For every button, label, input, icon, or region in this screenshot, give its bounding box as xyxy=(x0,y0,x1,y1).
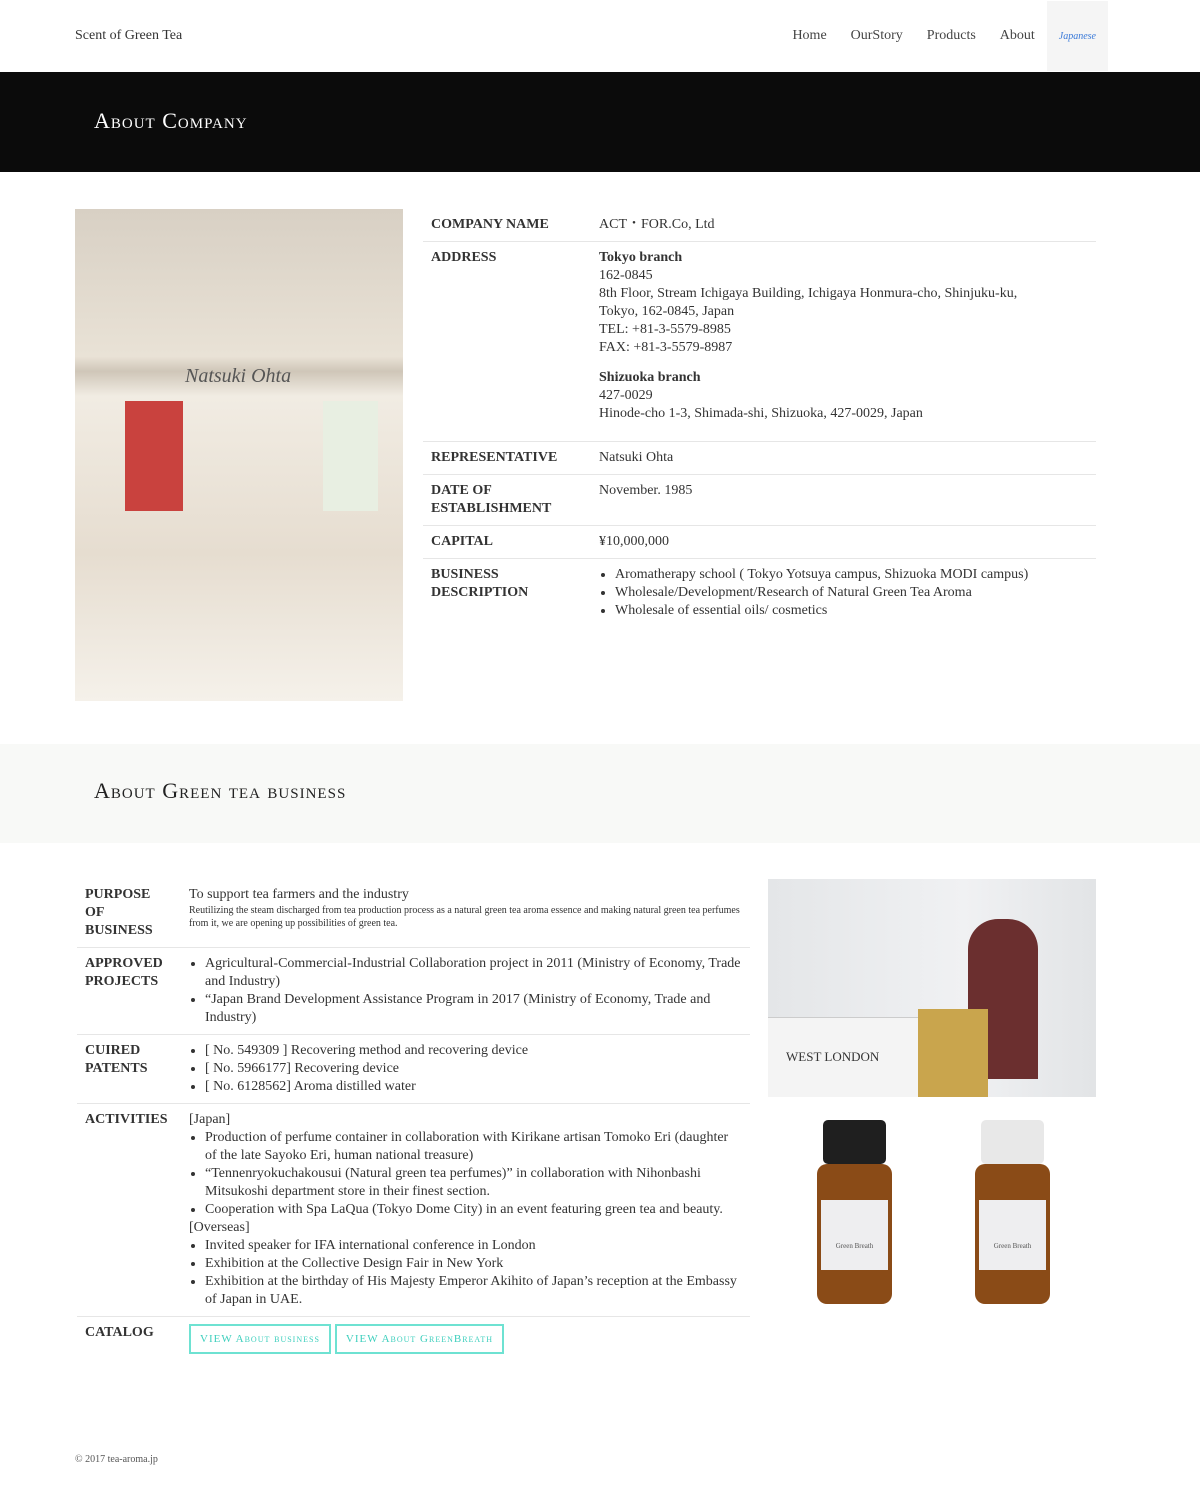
list-item: • Invited speaker for IFA international conference in London xyxy=(205,1237,742,1255)
page-title: About Company xyxy=(94,108,248,133)
table-row xyxy=(77,1317,750,1362)
list-item: • “Japan Brand Development Assistance Program in 2017 (Ministry of Economy, Trade and Industry) xyxy=(205,991,742,1027)
branch-title: Shizuoka branch xyxy=(599,370,701,385)
row-label: CUIRED PATENTS xyxy=(77,1035,181,1104)
nav-products[interactable]: Products xyxy=(926,28,976,43)
podium xyxy=(918,1009,988,1097)
site-header xyxy=(0,0,1200,72)
address-line: 8th Floor, Stream Ichigaya Building, Ichigaya Honmura-cho, Shinjuku-ku, xyxy=(599,286,1018,301)
address-line: Hinode-cho 1-3, Shimada-shi, Shizuoka, 427-0029, Japan xyxy=(599,406,923,421)
list-item: • “Tennenryokuchakousui (Natural green tea perfumes)” in collaboration with Nihonbashi Mitsukoshi department store in their finest section. xyxy=(205,1165,742,1201)
speaker-photo xyxy=(768,879,1096,1097)
row-label: CATALOG xyxy=(85,1325,154,1340)
address-line: 162-0845 xyxy=(599,268,653,283)
table-row xyxy=(423,442,1096,475)
branch-title: Tokyo branch xyxy=(599,250,683,265)
company-info-table xyxy=(423,209,1096,627)
list-item: • [ No. 6128562] Aroma distilled water xyxy=(205,1078,742,1096)
table-row xyxy=(423,559,1096,628)
nav-home[interactable]: Home xyxy=(792,28,827,43)
table-row xyxy=(423,526,1096,559)
table-row xyxy=(423,209,1096,242)
row-value xyxy=(591,242,1096,442)
product-bottle-black xyxy=(817,1120,892,1304)
list-item: • Cooperation with Spa LaQua (Tokyo Dome City) in an event featuring green tea and beauty. xyxy=(205,1201,742,1219)
row-value: Natsuki Ohta xyxy=(591,442,1096,475)
table-row xyxy=(423,475,1096,526)
row-value xyxy=(181,879,750,948)
row-value xyxy=(591,559,1096,628)
product-bottle-white xyxy=(975,1120,1050,1304)
row-label: REPRESENTATIVE xyxy=(423,442,591,475)
language-switch[interactable]: Japanese xyxy=(1047,1,1108,71)
row-value xyxy=(181,1104,750,1317)
list-item: • Exhibition at the Collective Design Fair in New York xyxy=(205,1255,742,1273)
site-logo[interactable]: Scent of Green Tea xyxy=(75,28,183,43)
group-label: [Japan] xyxy=(189,1112,231,1127)
table-row xyxy=(77,1035,750,1104)
business-info-table xyxy=(77,879,750,1361)
nav-about[interactable]: About xyxy=(999,28,1035,43)
purpose-text: To support tea farmers and the industry xyxy=(189,887,409,902)
shop-sign: Natsuki Ohta xyxy=(185,365,292,387)
table-row xyxy=(423,242,1096,442)
main-nav xyxy=(768,0,1108,72)
fax: FAX: +81-3-5579-8987 xyxy=(599,340,733,355)
row-value xyxy=(181,948,750,1035)
section-title: About Green tea business xyxy=(94,778,347,803)
row-label: COMPANY NAME xyxy=(423,209,591,242)
row-value xyxy=(181,1035,750,1104)
poster xyxy=(125,401,183,511)
row-value: ¥10,000,000 xyxy=(591,526,1096,559)
view-greenbreath-button[interactable]: VIEW About GreenBreath xyxy=(335,1324,504,1354)
row-value: November. 1985 xyxy=(591,475,1096,526)
lectern-sign: WEST LONDON xyxy=(786,1049,880,1064)
row-label: CAPITAL xyxy=(423,526,591,559)
row-label: ACTIVITIES xyxy=(77,1104,181,1317)
row-value: ACT・FOR.Co, Ltd xyxy=(591,209,1096,242)
table-row xyxy=(77,1104,750,1317)
row-label: PURPOSE OF BUSINESS xyxy=(77,879,181,948)
view-business-button[interactable]: VIEW About business xyxy=(189,1324,331,1354)
section-banner xyxy=(0,744,1200,843)
table-row xyxy=(77,879,750,948)
purpose-subtext: Reutilizing the steam discharged from tea production process as a natural green tea aroma essence and making natural green tea perfumes from it, we are opening up possibilities of green tea. xyxy=(189,905,740,929)
phone: TEL: +81-3-5579-8985 xyxy=(599,322,731,337)
bottle-label: Green Breath xyxy=(979,1200,1046,1270)
page-banner xyxy=(0,72,1200,172)
row-label: ADDRESS xyxy=(423,242,591,442)
list-item: • Wholesale/Development/Research of Natural Green Tea Aroma xyxy=(615,584,1088,602)
poster xyxy=(323,401,378,511)
row-label: DATE OF ESTABLISHMENT xyxy=(423,475,591,526)
nav-ourstory[interactable]: OurStory xyxy=(850,28,903,43)
address-line: Tokyo, 162-0845, Japan xyxy=(599,304,735,319)
bottle-label: Green Breath xyxy=(821,1200,888,1270)
row-label: BUSINESS DESCRIPTION xyxy=(431,567,529,600)
list-item: • [ No. 549309 ] Recovering method and recovering device xyxy=(205,1042,742,1060)
table-row xyxy=(77,948,750,1035)
group-label: [Overseas] xyxy=(189,1220,250,1235)
row-label: APPROVED PROJECTS xyxy=(77,948,181,1035)
list-item: • Aromatherapy school ( Tokyo Yotsuya campus, Shizuoka MODI campus) xyxy=(615,566,1088,584)
list-item: • Production of perfume container in collaboration with Kirikane artisan Tomoko Eri (daughter of the late Sayoko Eri, human national treasure) xyxy=(205,1129,742,1165)
row-value xyxy=(181,1317,750,1362)
list-item: • Wholesale of essential oils/ cosmetics xyxy=(615,602,1088,620)
shop-photo xyxy=(75,209,403,701)
address-line: 427-0029 xyxy=(599,388,653,403)
list-item: • Exhibition at the birthday of His Majesty Emperor Akihito of Japan’s reception at the Embassy of Japan in UAE. xyxy=(205,1273,742,1309)
list-item: • Agricultural-Commercial-Industrial Collaboration project in 2011 (Ministry of Economy, Trade and Industry) xyxy=(205,955,742,991)
footer-copyright: © 2017 tea-aroma.jp xyxy=(75,1454,158,1465)
list-item: • [ No. 5966177] Recovering device xyxy=(205,1060,742,1078)
